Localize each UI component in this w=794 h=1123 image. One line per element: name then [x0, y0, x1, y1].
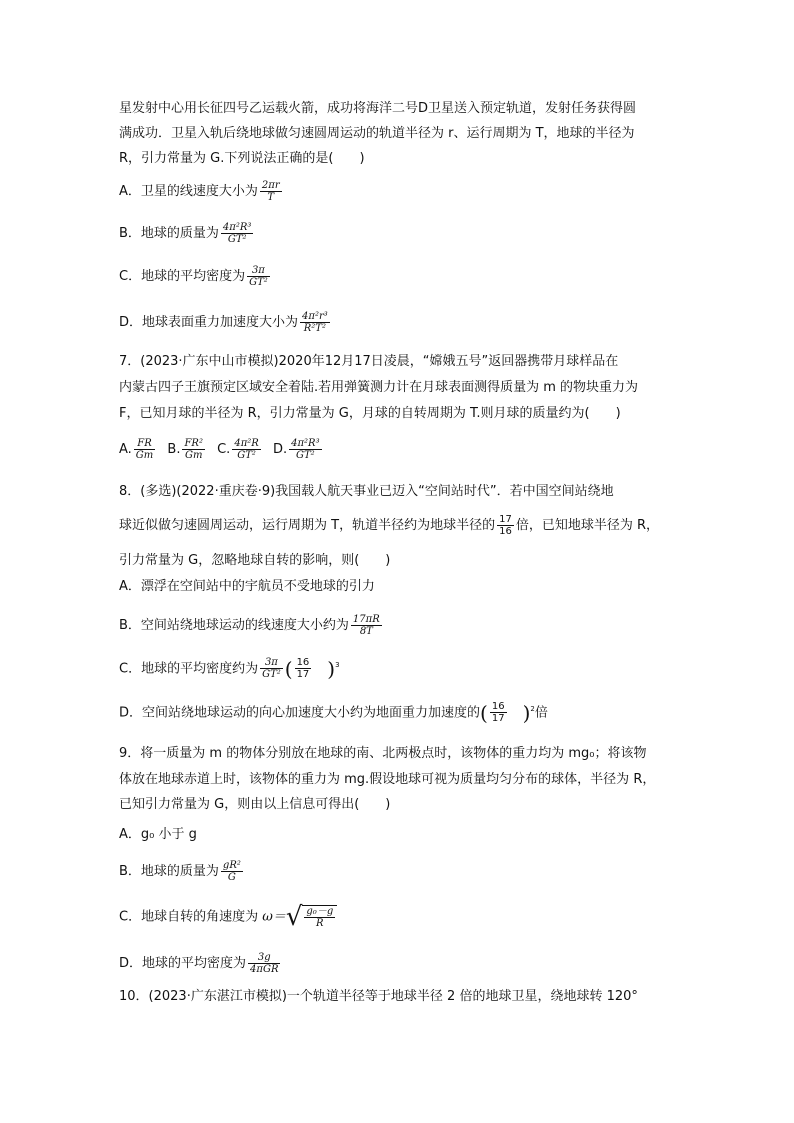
q6-line-3: R，引力常量为 G.下列说法正确的是( ): [119, 151, 365, 166]
option-label: D.: [272, 442, 288, 457]
q8-option-d-inner-fraction: [490, 701, 507, 724]
option-label: C.: [217, 442, 231, 457]
q9-option-d-fraction: [248, 952, 280, 975]
q9-line-3: 已知引力常量为 G，则由以上信息可得出( ): [119, 797, 391, 812]
q9-option-c-text: C．地球自转的角速度为: [119, 909, 259, 925]
omega-symbol: ω＝: [262, 909, 286, 925]
q8-option-a: A．漂浮在空间站中的宇航员不受地球的引力: [119, 579, 375, 594]
fraction-numerator: 2πr: [261, 180, 280, 191]
fraction-numerator: 3π: [247, 265, 270, 277]
q8-option-b: [119, 614, 384, 637]
fraction-numerator: 17: [499, 514, 512, 525]
q8-option-c-fraction: [260, 657, 283, 680]
right-paren: ): [522, 700, 531, 725]
left-paren: (: [284, 656, 293, 681]
fraction-denominator: Gm: [135, 450, 154, 461]
q7-option-d: [272, 438, 324, 461]
fraction-denominator: Gm: [184, 450, 203, 461]
q6-option-b-text: B．地球的质量为: [119, 226, 219, 241]
exponent: 3: [335, 661, 340, 669]
fraction-denominator: 16: [499, 526, 512, 537]
fraction-denominator: G: [227, 872, 236, 883]
q9-option-d: [119, 952, 282, 975]
q8-option-b-text: B．空间站绕地球运动的线速度大小约为: [119, 618, 349, 633]
q9-option-b-text: B．地球的质量为: [119, 864, 219, 879]
option-label: A.: [119, 442, 132, 457]
q9-line-2: 体放在地球赤道上时，该物体的重力为 mg.假设地球可视为质量均匀分布的球体，半径为 R，: [119, 772, 656, 787]
q6-option-c-fraction: [247, 265, 270, 288]
fraction-numerator: 4π²r³: [302, 311, 328, 322]
fraction-denominator: R: [316, 918, 324, 929]
q8-option-d: [119, 701, 548, 724]
q9-option-d-text: D．地球的平均密度为: [119, 956, 247, 971]
option-fraction: [134, 438, 155, 461]
q8-option-c: [119, 657, 340, 680]
fraction-numerator: 16: [296, 657, 310, 669]
fraction-numerator: FR: [134, 438, 155, 450]
q6-option-b: [119, 222, 255, 245]
fraction-denominator: 17: [296, 669, 310, 681]
q7-option-c: [217, 438, 263, 461]
q6-option-a-fraction: [260, 180, 282, 203]
q8-line-2: [119, 514, 659, 537]
fraction-denominator: 4πGR: [250, 964, 279, 975]
q8-option-c-inner-fraction: [295, 657, 312, 680]
option-fraction: [232, 438, 260, 461]
fraction-numerator: 3g: [248, 952, 280, 964]
q7-option-a: [119, 438, 157, 461]
q6-option-d-text: D．地球表面重力加速度大小为: [119, 315, 299, 330]
fraction-denominator: 17: [491, 713, 505, 725]
q10-line-1: 10．(2023·广东湛江市模拟)一个轨道半径等于地球半径 2 倍的地球卫星，绕地球转 120°: [119, 989, 638, 1004]
fraction-numerator: 4π²R: [234, 438, 259, 449]
left-paren: (: [480, 700, 488, 725]
fraction-numerator: 17πR: [352, 614, 380, 625]
q6-option-d-fraction: [300, 311, 330, 334]
fraction-numerator: 4π²R³: [291, 438, 320, 449]
fraction-denominator: T: [267, 192, 275, 203]
fraction-numerator: g₀－g: [306, 906, 334, 917]
q8-option-b-fraction: [351, 614, 382, 637]
option-label: B.: [167, 442, 181, 457]
q6-option-c-text: C．地球的平均密度为: [119, 269, 246, 284]
fraction-denominator: GT²: [227, 234, 247, 245]
q6-line-1: 星发射中心用长征四号乙运载火箭，成功将海洋二号D卫星送入预定轨道，发射任务获得圆: [119, 101, 637, 116]
q6-option-a-text: A．卫星的线速度大小为: [119, 184, 258, 199]
q6-option-c: [119, 265, 272, 288]
fraction-denominator: 8T: [359, 626, 373, 637]
q8-option-d-text: D．空间站绕地球运动的向心加速度大小约为地面重力加速度的: [119, 705, 481, 721]
radical-sign: √: [285, 902, 303, 932]
fraction-denominator: GT²: [262, 669, 281, 681]
fraction-denominator: GT²: [237, 450, 256, 461]
q6-line-2: 满成功．卫星入轨后绕地球做匀速圆周运动的轨道半径为 r、运行周期为 T，地球的半径为: [119, 126, 635, 141]
fraction-numerator: FR²: [184, 438, 203, 449]
q7-option-b: [167, 438, 207, 461]
q9-line-1: 9．将一质量为 m 的物体分别放在地球的南、北两极点时，该物体的重力均为 mg₀；将该物: [119, 746, 647, 761]
option-fraction: [182, 438, 204, 461]
q6-option-d: [119, 311, 332, 334]
fraction-denominator: GT²: [249, 277, 268, 288]
q8-line-1: 8．(多选)(2022·重庆卷·9)我国载人航天事业已迈入“空间站时代”．若中国空间站绕地: [119, 484, 614, 499]
fraction-numerator: 16: [491, 701, 505, 713]
q6-option-b-fraction: [221, 222, 253, 245]
q7-line-3: F，已知月球的半径为 R，引力常量为 G，月球的自转周期为 T.则月球的质量约为( ): [119, 406, 621, 421]
q8-line-2-end: 倍，已知地球半径为 R，: [515, 518, 659, 533]
exponent: 2: [530, 705, 535, 713]
fraction-denominator: GT²: [296, 450, 315, 461]
q9-option-a: A．g₀ 小于 g: [119, 827, 197, 842]
option-fraction: [289, 438, 321, 461]
square-root: [285, 902, 337, 932]
q9-option-b-fraction: [221, 860, 243, 883]
q8-option-d-suffix: 倍: [534, 705, 548, 721]
q7-options: [119, 438, 330, 461]
q8-option-c-text: C．地球的平均密度约为: [119, 661, 259, 677]
q6-option-a: [119, 180, 284, 203]
q9-option-b: [119, 860, 245, 883]
fraction-numerator: 4π²R³: [222, 222, 252, 233]
q7-line-1: 7．(2023·广东中山市模拟)2020年12月17日凌晨，“嫦娥五号”返回器携带月球样品在: [119, 354, 619, 369]
q9-option-c: [119, 902, 337, 932]
q8-line-3: 引力常量为 G，忽略地球自转的影响，则( ): [119, 553, 391, 568]
q8-line-2-start: 球近似做匀速圆周运动，运行周期为 T，轨道半径约为地球半径的: [119, 518, 496, 533]
q9-option-c-fraction: [304, 906, 335, 929]
right-paren: ): [327, 656, 336, 681]
fraction-denominator: R²T²: [303, 323, 326, 334]
fraction-numerator: gR²: [222, 860, 241, 871]
fraction-numerator: 3π: [260, 657, 283, 669]
q7-line-2: 内蒙古四子王旗预定区域安全着陆.若用弹簧测力计在月球表面测得质量为 m 的物块重力为: [119, 380, 639, 395]
q8-ratio-fraction: [497, 514, 514, 537]
